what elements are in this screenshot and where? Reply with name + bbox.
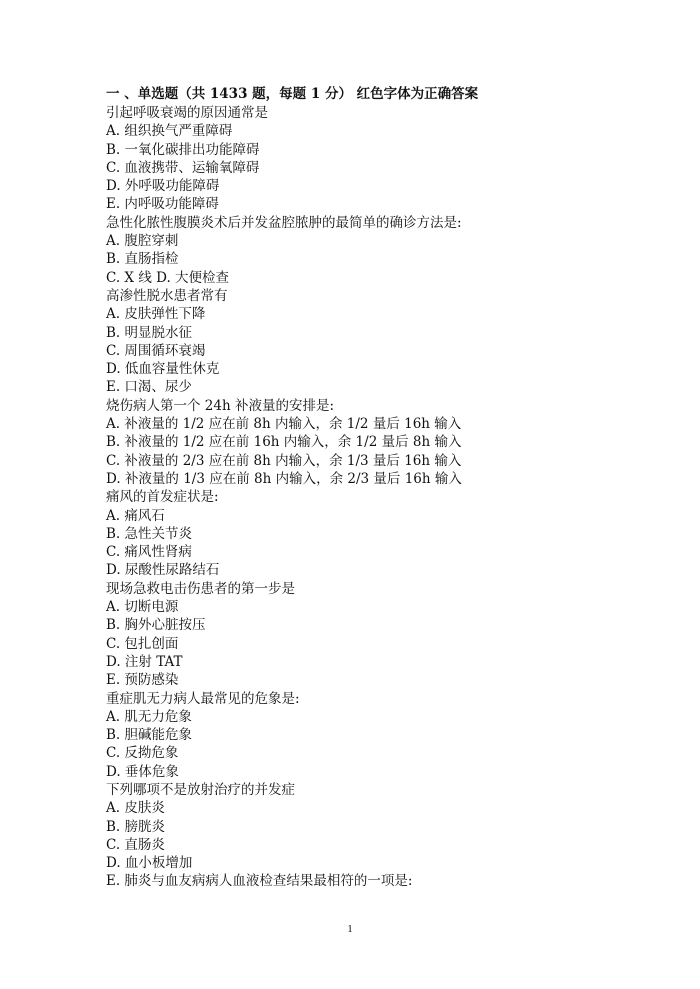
text-line: A. 切断电源 [106,599,179,616]
text-line: D. 注射 TAT [106,653,183,670]
section-heading: 一 、单选题（共 1433 题，每题 1 分） 红色字体为正确答案 [106,86,479,102]
text-line: A. 补液量的 1/2 应在前 8h 内输入，余 1/2 量后 16h 输入 [106,416,462,433]
text-line: E. 预防感染 [106,672,179,689]
text-line: E. 口渴、尿少 [106,379,192,396]
text-line: C. X 线 D. 大便检查 [106,269,230,286]
text-line: 下列哪项不是放射治疗的并发症 [106,781,295,798]
text-line: B. 直肠指检 [106,251,179,268]
text-line: B. 膀胱炎 [106,818,166,835]
text-line: B. 补液量的 1/2 应在前 16h 内输入，余 1/2 量后 8h 输入 [106,434,462,451]
text-line: E. 内呼吸功能障碍 [106,196,219,213]
text-line: 引起呼吸衰竭的原因通常是 [106,105,268,121]
page-number: 1 [347,923,353,935]
text-line: A. 皮肤弹性下降 [106,306,206,323]
text-line: B. 一氧化碳排出功能障碍 [106,141,260,158]
text-line: C. 包扎创面 [106,635,179,652]
text-line: E. 肺炎与血友病病人血液检查结果最相符的一项是: [106,873,413,890]
text-line: B. 明显脱水征 [106,324,193,341]
text-line: C. 反拗危象 [106,745,179,762]
text-line: C. 痛风性肾病 [106,544,192,561]
text-line: A. 皮肤炎 [106,800,165,817]
text-line: D. 血小板增加 [106,855,193,872]
text-line: A. 组织换气严重障碍 [106,123,233,140]
text-line: B. 急性关节炎 [106,525,193,542]
text-line: 现场急救电击伤患者的第一步是 [106,580,295,597]
text-line: C. 血液携带、运输氧障碍 [106,159,260,176]
text-line: D. 低血容量性休克 [106,361,220,378]
text-line: 痛风的首发症状是: [106,489,219,506]
text-line: B. 胆碱能危象 [106,727,193,744]
text-line: C. 直肠炎 [106,836,165,853]
text-line: A. 肌无力危象 [106,708,192,725]
text-line: 急性化脓性腹膜炎术后并发盆腔脓肿的最简单的确诊方法是: [106,214,462,231]
text-line: 烧伤病人第一个 24h 补液量的安排是: [106,397,335,414]
text-line: A. 腹腔穿刺 [106,233,179,250]
question-list [106,104,606,891]
text-line: 重症肌无力病人最常见的危象是: [106,690,300,707]
text-line: A. 痛风石 [106,507,165,524]
text-line: D. 垂体危象 [106,763,179,780]
text-line: C. 补液量的 2/3 应在前 8h 内输入，余 1/3 量后 16h 输入 [106,452,462,469]
text-line: B. 胸外心脏按压 [106,617,206,634]
text-line: 高渗性脱水患者常有 [106,287,228,304]
text-line: D. 外呼吸功能障碍 [106,178,220,195]
text-line: D. 补液量的 1/3 应在前 8h 内输入，余 2/3 量后 16h 输入 [106,470,462,487]
text-line: D. 尿酸性尿路结石 [106,562,220,579]
text-line: C. 周围循环衰竭 [106,342,206,359]
